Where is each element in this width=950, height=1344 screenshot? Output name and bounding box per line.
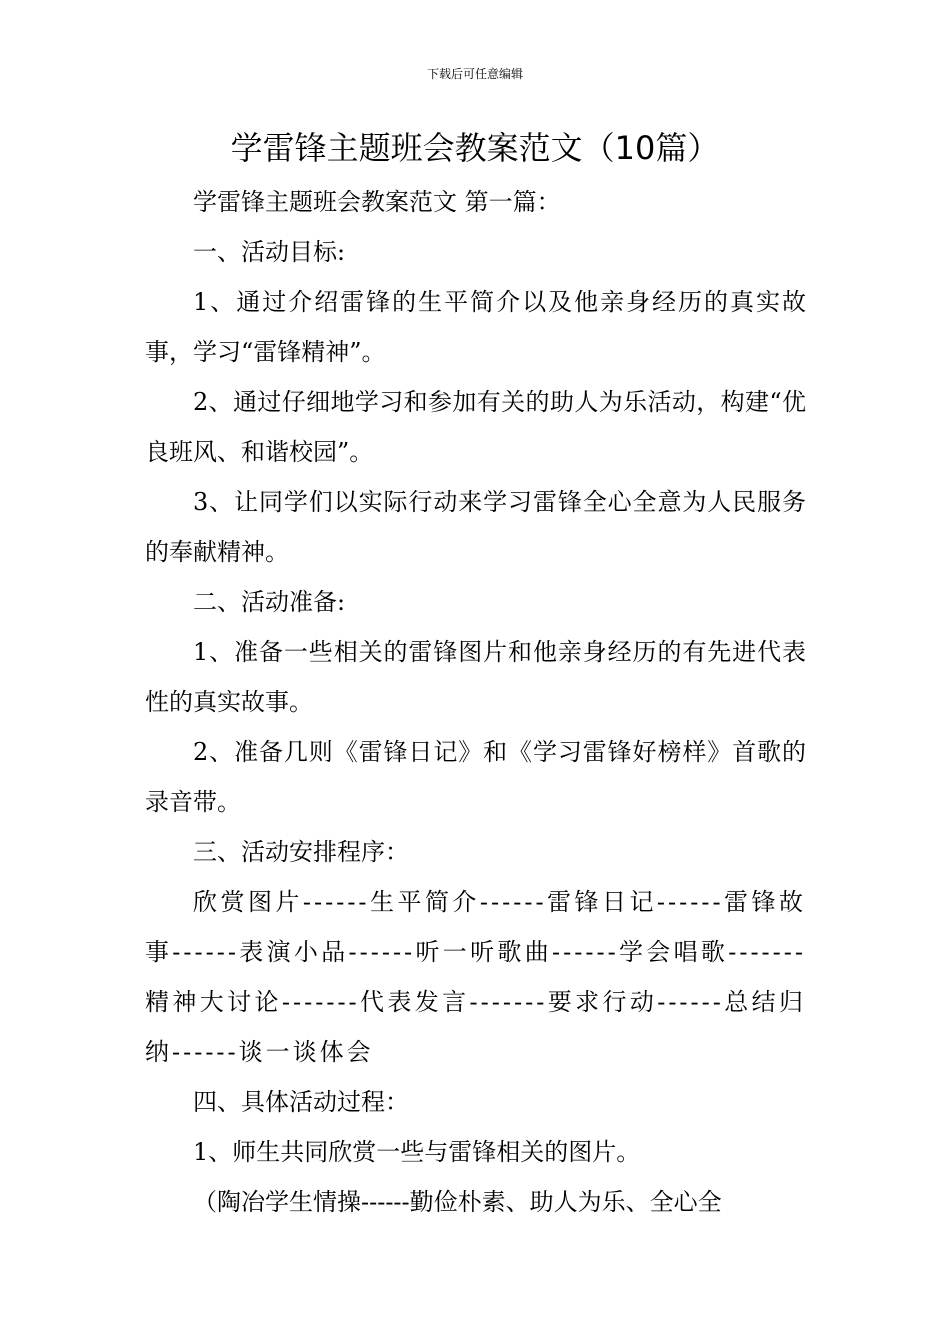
document-body	[145, 177, 806, 1227]
process-item-1: 1、师生共同欣赏一些与雷锋相关的图片。	[193, 1138, 641, 1166]
heading-activity-process: 四、具体活动过程：	[193, 1088, 409, 1116]
heading-activity-preparation: 二、活动准备:	[193, 588, 346, 616]
goal-item-1: 1、通过介绍雷锋的生平简介以及他亲身经历的真实故事，学习“雷锋精神”。	[145, 288, 806, 366]
preparation-item-2: 2、准备几则《雷锋日记》和《学习雷锋好榜样》首歌的录音带。	[145, 738, 806, 816]
preparation-item-1: 1、准备一些相关的雷锋图片和他亲身经历的有先进代表性的真实故事。	[145, 638, 806, 716]
goal-item-3: 3、让同学们以实际行动来学习雷锋全心全意为人民服务的奉献精神。	[145, 488, 806, 566]
heading-activity-goals: 一、活动目标:	[193, 238, 346, 266]
heading-activity-schedule: 三、活动安排程序：	[193, 838, 409, 866]
section-heading-first: 学雷锋主题班会教案范文 第一篇：	[193, 188, 561, 216]
goal-item-2: 2、通过仔细地学习和参加有关的助人为乐活动，构建“优良班风、和谐校园”。	[145, 388, 806, 466]
page-header-note: 下载后可任意编辑	[426, 67, 523, 81]
process-note: （陶冶学生情操------勤俭朴素、助人为乐、全心全	[193, 1188, 722, 1216]
document-title: 学雷锋主题班会教案范文（10篇）	[230, 129, 720, 167]
schedule-sequence: 欣赏图片------生平简介------雷锋日记------雷锋故事------表演小品------听一听歌曲------学会唱歌-------精神大讨论-------代表发言-------要求行动------总结归纳------谈一谈体会	[145, 888, 806, 1066]
